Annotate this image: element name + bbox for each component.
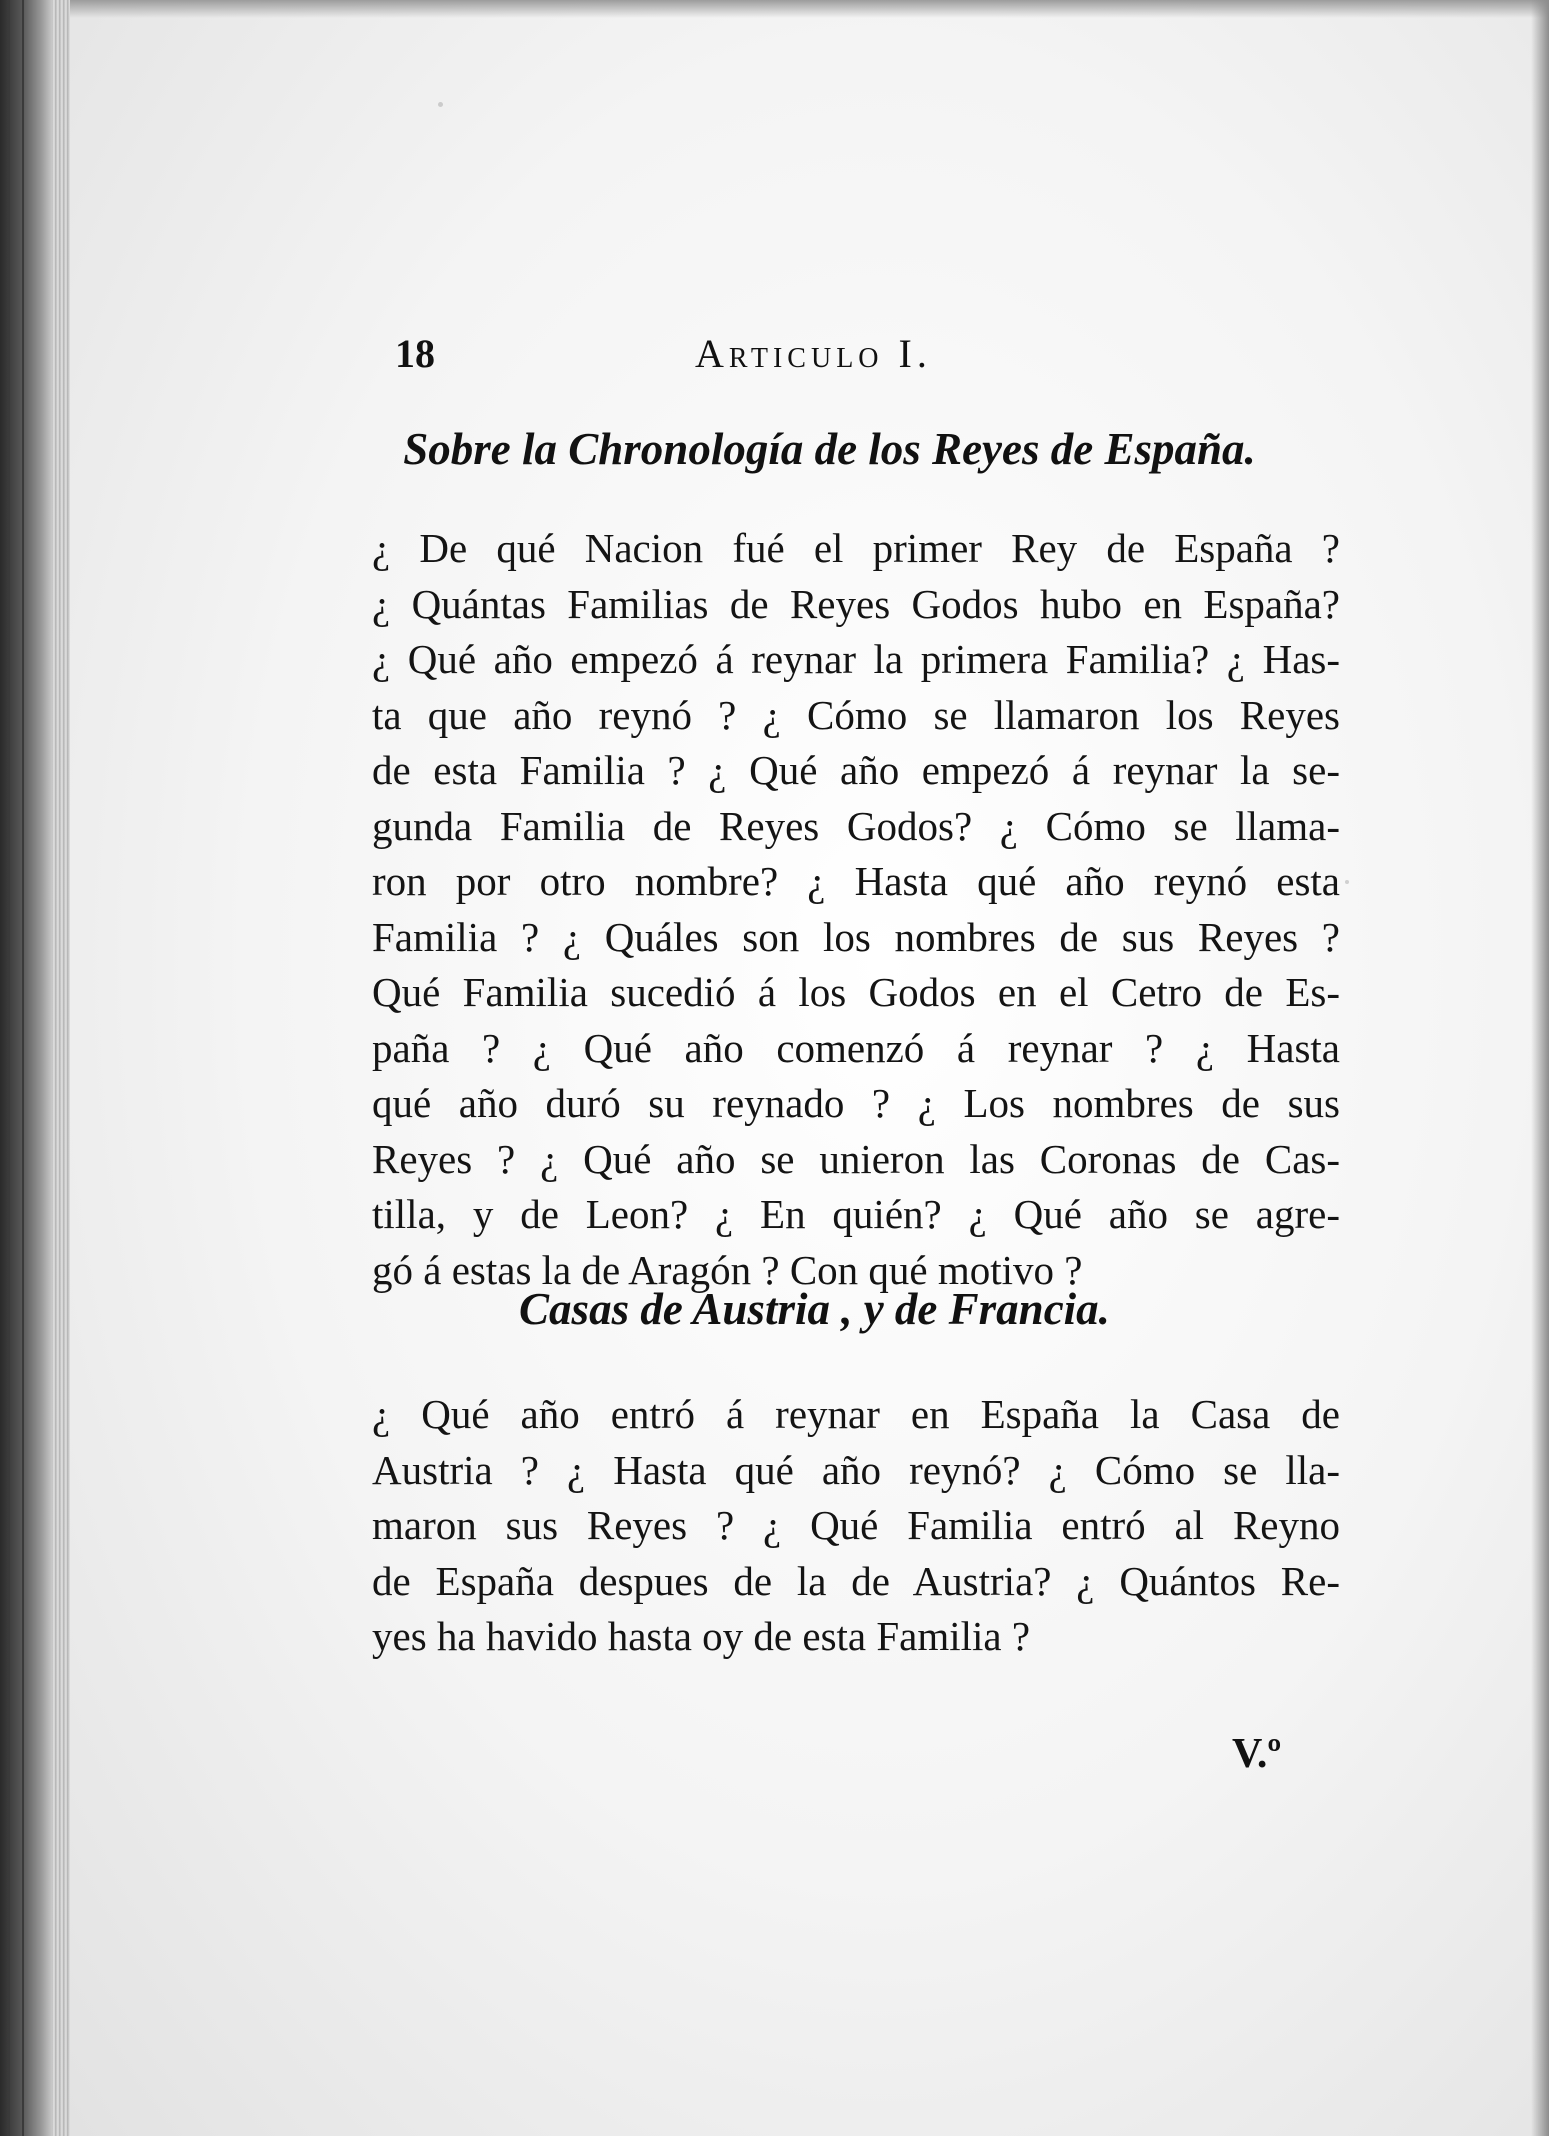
text-line: gó á estas la de Aragón ? Con qué motivo ?: [372, 1246, 1083, 1293]
question-paragraph: [372, 1387, 1340, 1665]
text-line: ¿ Quántas Familias de Reyes Godos hubo en España?: [372, 580, 1340, 627]
text-line: qué año duró su reynado ? ¿ Los nombres de sus: [372, 1080, 1340, 1126]
catchword: V.º: [1232, 1731, 1282, 1777]
text-line: ¿ De qué Nacion fué el primer Rey de España ?: [372, 525, 1340, 571]
text-line: ¿ Qué año entró á reynar en España la Casa de: [372, 1391, 1340, 1437]
spine-line: [8, 0, 10, 2136]
text-line: yes ha havido hasta oy de esta Familia ?: [372, 1613, 1031, 1659]
ink-speck: [438, 102, 443, 107]
text-line: de España despues de la de Austria? ¿ Quántos Re-: [372, 1557, 1340, 1604]
text-line: Reyes ? ¿ Qué año se unieron las Coronas de Cas-: [372, 1135, 1340, 1182]
question-paragraph: [372, 521, 1340, 1298]
page-top-shadow: [70, 0, 1549, 18]
page-right-shadow: [1531, 0, 1549, 2136]
section-title: Casas de Austria , y de Francia.: [519, 1284, 1110, 1334]
text-line: Qué Familia sucedió á los Godos en el Cetro de Es-: [372, 969, 1340, 1015]
text-line: Familia ? ¿ Quáles son los nombres de sus Reyes ?: [372, 913, 1340, 960]
section-title: Sobre la Chronología de los Reyes de España.: [403, 424, 1256, 474]
text-line: Austria ? ¿ Hasta qué año reynó? ¿ Cómo se lla-: [372, 1446, 1340, 1493]
ink-speck: [1345, 880, 1349, 884]
page-header: [395, 330, 1250, 390]
text-line: maron sus Reyes ? ¿ Qué Familia entró al Reyno: [372, 1502, 1340, 1548]
text-line: paña ? ¿ Qué año comenzó á reynar ? ¿ Hasta: [372, 1024, 1340, 1071]
text-line: de esta Familia ? ¿ Qué año empezó á reynar la se-: [372, 747, 1340, 793]
text-line: ta que año reynó ? ¿ Cómo se llamaron los Reyes: [372, 691, 1340, 738]
text-line: gunda Familia de Reyes Godos? ¿ Cómo se llama-: [372, 802, 1340, 849]
text-line: ¿ Qué año empezó á reynar la primera Familia? ¿ Has-: [372, 636, 1340, 682]
text-line: ron por otro nombre? ¿ Hasta qué año reynó esta: [372, 858, 1340, 904]
page-edges: [52, 0, 70, 2136]
spine-line: [22, 0, 24, 2136]
page-number: 18: [395, 331, 435, 376]
text-line: tilla, y de Leon? ¿ En quién? ¿ Qué año se agre-: [372, 1191, 1340, 1237]
running-head: Articulo I.: [695, 331, 932, 376]
